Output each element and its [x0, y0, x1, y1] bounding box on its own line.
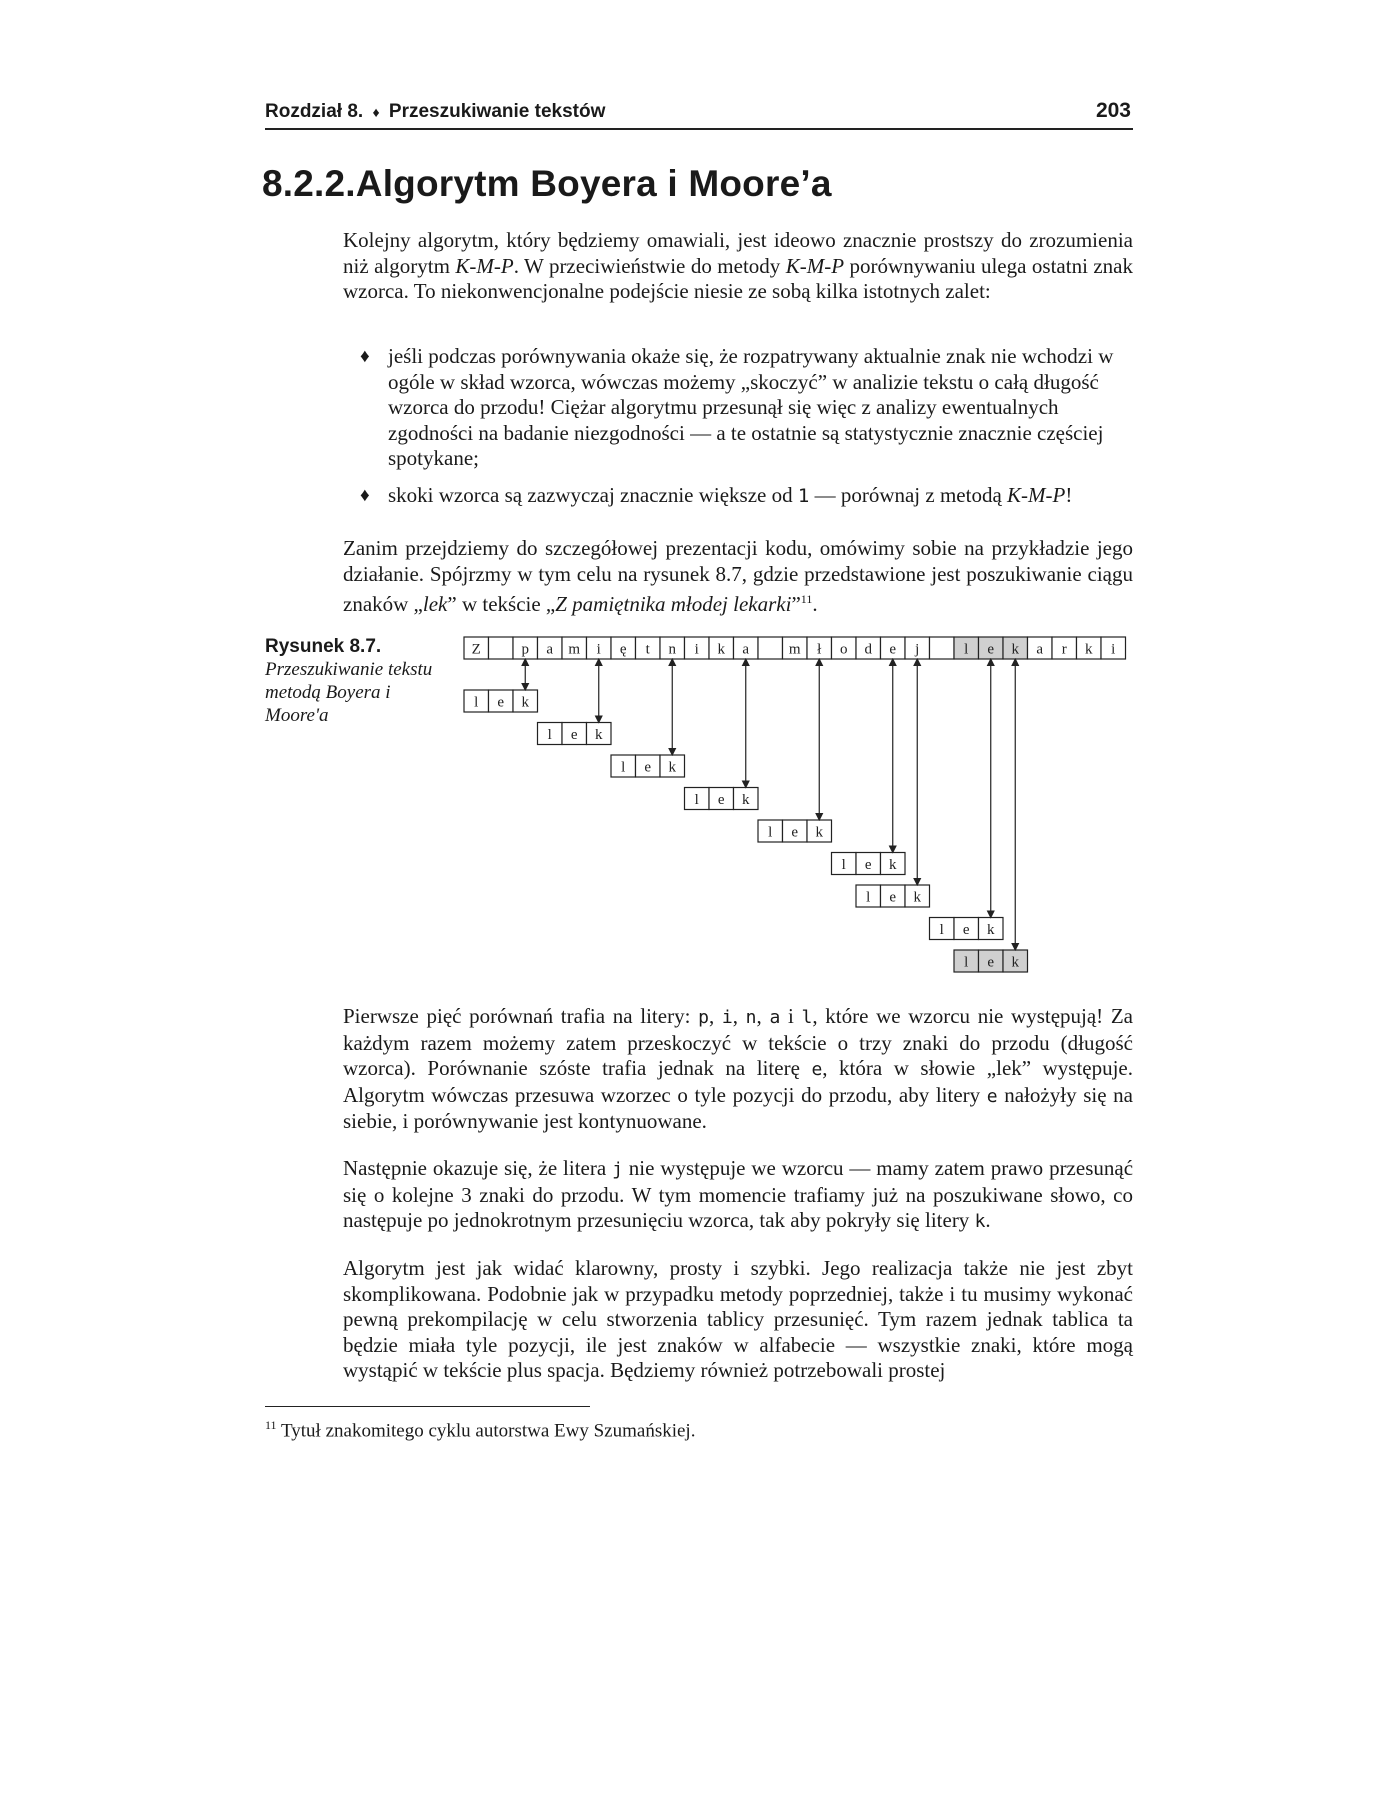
text-run: Kolejny algorytm, który będziemy omawiali, jest ideowo znacznie prostszy do zrozumienia niż algorytm	[343, 228, 1133, 278]
text-cell-char: n	[668, 641, 676, 658]
text-cell-char: l	[964, 641, 969, 658]
bullet-text: — porównaj z metodą	[809, 482, 1008, 507]
code-literal: 1	[797, 484, 810, 507]
text-cell-char: e	[987, 641, 995, 658]
pattern-cell-char: l	[621, 759, 626, 776]
text-cell-char: e	[889, 641, 897, 658]
pattern-cell-char: k	[889, 857, 897, 873]
paragraph-example	[343, 536, 1133, 618]
text-cell-char: i	[596, 641, 601, 658]
paragraph-intro	[343, 228, 1133, 305]
paragraph-analysis-1: Pierwsze pięć porównań trafia na litery: p, i, n, a i l, które we wzorcu nie występują! Za każdym razem możemy zatem przeskoczyć w tekście o trzy znaki do przodu (długość wzorca). Porównanie szóste trafia jednak na literę e, która w słowie „lek” występuje. Algorytm wówczas przesuwa wzorzec o tyle pozycji do przodu, aby litery e nałożyły się na siebie, i porównywanie jest kontynuowane.	[343, 1004, 1134, 1133]
list-item	[360, 483, 1130, 510]
pattern-cell-char: l	[866, 889, 871, 906]
code-literal: i	[721, 1007, 733, 1028]
pattern-cell-char: e	[570, 727, 578, 743]
bullet-text: !	[1065, 482, 1073, 507]
pattern-cell-char: e	[864, 857, 872, 873]
pattern-cell-char: k	[595, 727, 603, 743]
text-cell-char: k	[1085, 641, 1093, 658]
section-number: 8.2.2.	[262, 163, 356, 204]
text-cell-char: m	[788, 641, 801, 658]
diamond-bullet-icon: ♦	[360, 346, 370, 367]
text-cell-char: j	[915, 641, 920, 658]
text-cell-box	[489, 637, 514, 659]
text-cell-char: ę	[619, 641, 627, 658]
diamond-icon: ♦	[372, 104, 380, 120]
text-run: nałożyły się na siebie, i porównywanie jest kontynuowane.	[343, 1082, 1133, 1133]
kmp-term: K-M-P	[785, 253, 845, 278]
footnote-ref[interactable]: 11	[800, 592, 813, 606]
list-item	[360, 344, 1130, 472]
section-title-text: Algorytm Boyera i Moore’a	[355, 163, 832, 204]
text-run: ” w tekście „	[447, 592, 556, 616]
text-cell-char: a	[742, 641, 750, 658]
pattern-cell-char: l	[841, 857, 846, 873]
boyer-moore-figure	[460, 635, 1140, 990]
pattern-cell-char: e	[962, 922, 970, 938]
text-run: .	[812, 592, 818, 616]
pattern-cell-char: l	[768, 824, 773, 841]
footnote-divider	[265, 1406, 590, 1407]
text-cell-char: a	[546, 641, 554, 658]
code-literal: e	[811, 1059, 823, 1080]
book-title: Z pamiętnika młodej lekarki	[555, 592, 792, 616]
text-run: porównywaniu ulega ostatni znak wzorca. To niekonwencjonalne podejście niesie ze sobą kilka istotnych zalet:	[343, 253, 1133, 303]
bullet-text: jeśli podczas porównywania okaże się, że rozpatrywany aktualnie znak nie wchodzi w ogóle w skład wzorca, wówczas możemy „skoczyć” w analizie tekstu o całą długość wzorca do przodu! Ciężar algorytmu przesunął się więc z analizy ewentualnych zgodności na badanie niezgodności — a te ostatnie są statystycznie znacznie częściej spotykane;	[388, 344, 1114, 470]
text-run: Pierwsze pięć porównań trafia na litery:	[343, 1004, 699, 1028]
pattern-cell-char: l	[939, 922, 944, 938]
pattern-cell-char: l	[694, 792, 699, 808]
bullet-text: skoki wzorca są zazwyczaj znacznie większe od	[388, 482, 798, 507]
text-run: , które we wzorcu nie występują! Za każdym razem możemy zatem przeskoczyć w tekście o trzy znaki do przodu (długość wzorca). Porównanie szóste trafia jednak na literę	[343, 1004, 1134, 1080]
pattern-cell-char: e	[987, 954, 995, 971]
text-cell-char: d	[864, 641, 872, 658]
footnote-number: 11	[265, 1418, 277, 1432]
figure-caption	[265, 636, 455, 727]
footnote-text: Tytuł znakomitego cyklu autorstwa Ewy Szumańskiej.	[280, 1420, 696, 1442]
pattern-term: lek	[422, 592, 448, 616]
text-cell-char: i	[1111, 641, 1116, 658]
chapter-title: Przeszukiwanie tekstów	[388, 101, 606, 122]
text-run: .	[985, 1208, 991, 1232]
text-cell-char: m	[568, 641, 581, 658]
page-number: 203	[1095, 99, 1131, 122]
text-cell-char: r	[1061, 641, 1067, 658]
text-cell-char: p	[521, 641, 529, 658]
pattern-cell-char: k	[913, 889, 921, 906]
pattern-cell-char: k	[815, 824, 823, 841]
pattern-cell-char: l	[964, 954, 969, 971]
boyer-moore-diagram	[460, 635, 1140, 985]
code-literal: l	[801, 1007, 813, 1028]
figure-description: Przeszukiwanie tekstu metodą Boyera i Moore'a	[265, 659, 433, 726]
diamond-bullet-icon: ♦	[360, 484, 370, 506]
footnote	[265, 1418, 695, 1442]
text-cell-char: o	[840, 641, 848, 658]
code-literal: k	[974, 1211, 986, 1232]
section-title	[262, 163, 832, 205]
text-cell-char: Z	[471, 641, 481, 658]
text-cell-box	[758, 637, 783, 659]
text-cell-char: t	[645, 641, 650, 658]
pattern-cell-char: e	[497, 694, 505, 711]
advantages-list	[360, 344, 1130, 518]
code-literal: n	[745, 1007, 757, 1028]
pattern-cell-char: e	[717, 792, 725, 808]
pattern-cell-char: l	[474, 694, 479, 711]
text-cell-char: i	[694, 641, 699, 658]
code-literal: e	[986, 1085, 998, 1107]
paragraph-summary: Algorytm jest jak widać klarowny, prosty i szybki. Jego realizacja także nie jest zbyt skomplikowana. Podobnie jak w przypadku metody poprzedniej, także i tu musimy wykonać pewną prekompilację w celu stworzenia tablicy przesunięć. Tym razem jednak tablica ta będzie miała tyle pozycji, ile jest znaków w alfabecie — wszystkie znaki, które mogą wystąpić w tekście plus spacja. Będziemy również potrzebowali prostej	[343, 1256, 1133, 1382]
text-cell-char: k	[717, 641, 725, 658]
text-run: Następnie okazuje się, że litera	[343, 1156, 613, 1180]
chapter-header	[265, 101, 605, 123]
pattern-cell-char: e	[791, 824, 799, 841]
figure-label: Rysunek 8.7.	[265, 636, 382, 657]
running-head	[265, 98, 1133, 130]
text-cell-char: a	[1036, 641, 1044, 658]
pattern-cell-char: k	[668, 759, 676, 776]
kmp-term: K-M-P	[1007, 482, 1066, 507]
pattern-cell-char: k	[1011, 954, 1019, 971]
paragraph-analysis-2	[343, 1156, 1133, 1235]
text-run: Zanim przejdziemy do szczegółowej prezentacji kodu, omówimy sobie na przykładzie jego działanie. Spójrzmy w tym celu na rysunek 8.7, gdzie przedstawione jest poszukiwanie ciągu znaków „	[343, 536, 1133, 616]
text-cell-box	[930, 637, 955, 659]
pattern-cell-char: e	[644, 759, 652, 776]
text-run: , która w słowie „lek” występuje. Algorytm wówczas przesuwa wzorzec o tyle pozycji do przodu, aby litery	[343, 1056, 1134, 1107]
pattern-cell-char: e	[889, 889, 897, 906]
text-run: . W przeciwieństwie do metody	[513, 253, 786, 278]
chapter-label: Rozdział 8.	[265, 101, 364, 122]
text-cell-char: ł	[817, 641, 822, 658]
pattern-cell-char: k	[521, 694, 529, 711]
text-cell-char: k	[1011, 641, 1019, 658]
code-literal: p	[698, 1007, 709, 1028]
text-run: nie występuje we wzorcu — mamy zatem prawo przesunąć się o kolejne 3 znaki do przodu. W tym momencie trafiamy już na poszukiwane słowo, co następuje po jednokrotnym przesunięciu wzorca, tak aby pokryły się litery	[343, 1156, 1134, 1232]
code-literal: a	[769, 1007, 781, 1028]
code-literal: j	[612, 1159, 623, 1180]
kmp-term: K-M-P	[455, 253, 514, 278]
pattern-cell-char: k	[742, 792, 750, 808]
pattern-cell-char: k	[987, 922, 995, 938]
pattern-cell-char: l	[547, 727, 552, 743]
text-run: ”	[791, 592, 801, 616]
